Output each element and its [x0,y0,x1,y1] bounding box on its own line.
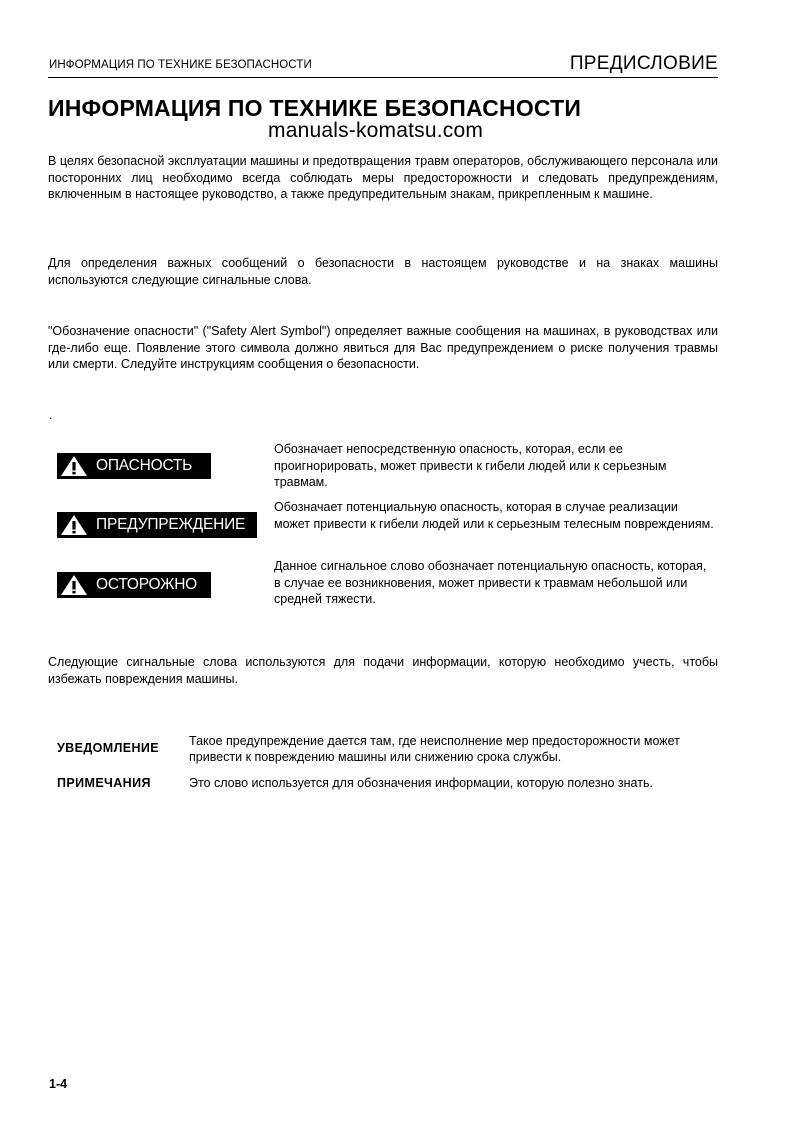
warning-description: Обозначает потенциальную опасность, которая в случае реализации может привести к гибели людей или к серьезным телесным повреждениям. [274,500,714,531]
watermark-text: manuals-komatsu.com [268,119,484,142]
remarks-text: Это слово используется для обозначения информации, которую полезно знать. [189,776,653,790]
warning-triangle-icon [60,514,88,536]
signal-word: ПРЕДУПРЕЖДЕНИЕ [96,516,246,533]
warning-signal-label [57,512,257,538]
alert-symbol-paragraph: "Обозначение опасности" ("Safety Alert Symbol") определяет важные сообщения на машинах, в руководствах или где-либо еще. Появление этого символа должно явиться для Вас предупреждением о риске получения травмы или смерти. Следуйте инструкциям сообщения о безопасности. [48,324,718,371]
header-divider [48,77,718,78]
machine-damage-paragraph: Следующие сигнальные слова используются для подачи информации, которую необходимо учесть, чтобы избежать повреждения машины. [48,655,718,686]
danger-description: Обозначает непосредственную опасность, которая, если ее проигнорировать, может привести к гибели людей или к серьезным травмам. [274,442,667,489]
remarks-label: ПРИМЕЧАНИЯ [57,776,151,790]
intro-paragraph: В целях безопасной эксплуатации машины и предотвращения травм операторов, обслуживающего персонала или посторонних лиц необходимо всегда соблюдать меры предосторожности и следовать предупреждениям, включенным в настоящее руководство, а также предупредительным знакам, прикрепленным к машине. [48,154,718,201]
signal-word: ОСТОРОЖНО [96,576,198,593]
signal-word: ОПАСНОСТЬ [96,457,193,474]
stray-mark: . [49,408,53,422]
warning-triangle-icon [60,455,88,477]
page-number: 1-4 [49,1077,68,1091]
notice-label: УВЕДОМЛЕНИЕ [57,741,160,755]
warning-triangle-icon [60,574,88,596]
page-title: ИНФОРМАЦИЯ ПО ТЕХНИКЕ БЕЗОПАСНОСТИ [48,95,582,121]
caution-signal-label [57,572,211,598]
notice-text: Такое предупреждение дается там, где неисполнение мер предосторожности может привести к повреждению машины или снижению срока службы. [189,734,680,764]
running-header: ИНФОРМАЦИЯ ПО ТЕХНИКЕ БЕЗОПАСНОСТИ [49,59,312,71]
caution-description: Данное сигнальное слово обозначает потенциальную опасность, которая, в случае ее возникновения, может привести к травмам небольшой или средней тяжести. [274,559,707,606]
danger-signal-label [57,453,211,479]
section-title: ПРЕДИСЛОВИЕ [569,53,718,74]
signal-words-paragraph: Для определения важных сообщений о безопасности в настоящем руководстве и на знаках машины используются следующие сигнальные слова. [48,256,718,287]
